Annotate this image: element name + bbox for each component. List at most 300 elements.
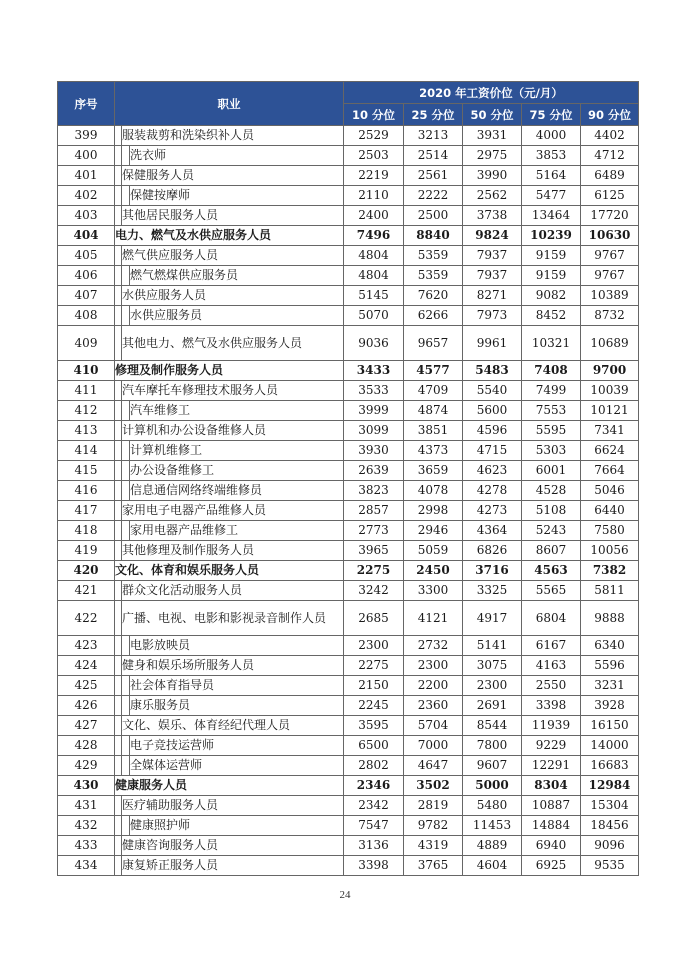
wage-value: 8304 [522,776,581,796]
indent-cell [115,326,122,361]
wage-value: 5059 [404,541,463,561]
table-row [58,776,639,796]
wage-value: 2150 [344,676,404,696]
wage-value: 3502 [404,776,463,796]
indent-cell [122,401,130,421]
header-wage-group: 2020 年工资价位（元/月） [344,82,639,104]
wage-value: 3930 [344,441,404,461]
occupation-name: 燃气燃煤供应服务员 [130,266,344,286]
occupation-name: 汽车摩托车修理技术服务人员 [122,381,344,401]
wage-value: 3325 [463,581,522,601]
indent-cell [122,186,130,206]
wage-value: 5141 [463,636,522,656]
wage-value: 14000 [581,736,639,756]
wage-value: 4373 [404,441,463,461]
wage-value: 7553 [522,401,581,421]
wage-value: 9535 [581,856,639,876]
wage-value: 7408 [522,361,581,381]
table-row [58,361,639,381]
table-row [58,246,639,266]
row-seq: 433 [58,836,115,856]
wage-value: 6804 [522,601,581,636]
wage-value: 5070 [344,306,404,326]
wage-value: 14884 [522,816,581,836]
wage-value: 9961 [463,326,522,361]
wage-value: 3659 [404,461,463,481]
wage-value: 5704 [404,716,463,736]
table-body [58,126,639,876]
occupation-name: 洗衣师 [130,146,344,166]
wage-value: 9767 [581,246,639,266]
wage-value: 6500 [344,736,404,756]
wage-value: 5477 [522,186,581,206]
wage-value: 5359 [404,266,463,286]
occupation-name: 其他电力、燃气及水供应服务人员 [122,326,344,361]
occupation-name: 电子竞技运营师 [130,736,344,756]
indent-cell [115,696,122,716]
wage-value: 4528 [522,481,581,501]
row-seq: 403 [58,206,115,226]
wage-value: 9036 [344,326,404,361]
wage-value: 7341 [581,421,639,441]
row-seq: 410 [58,361,115,381]
occupation-name: 康乐服务员 [130,696,344,716]
row-seq: 405 [58,246,115,266]
wage-value: 6340 [581,636,639,656]
table-row [58,381,639,401]
wage-value: 3823 [344,481,404,501]
occupation-name: 康复矫正服务人员 [122,856,344,876]
wage-value: 2400 [344,206,404,226]
wage-value: 9700 [581,361,639,381]
wage-value: 10056 [581,541,639,561]
wage-value: 4804 [344,266,404,286]
wage-value: 2685 [344,601,404,636]
wage-value: 6826 [463,541,522,561]
wage-value: 6266 [404,306,463,326]
occupation-name: 家用电子电器产品维修人员 [122,501,344,521]
row-seq: 425 [58,676,115,696]
wage-value: 5600 [463,401,522,421]
wage-value: 4402 [581,126,639,146]
wage-value: 2300 [463,676,522,696]
indent-cell [122,676,130,696]
wage-value: 3965 [344,541,404,561]
indent-cell [115,186,122,206]
indent-cell [115,541,122,561]
wage-value: 6925 [522,856,581,876]
indent-cell [115,126,122,146]
wage-value: 2342 [344,796,404,816]
table-row [58,581,639,601]
occupation-name: 健身和娱乐场所服务人员 [122,656,344,676]
table-row [58,636,639,656]
wage-value: 2561 [404,166,463,186]
row-seq: 412 [58,401,115,421]
wage-value: 2529 [344,126,404,146]
row-seq: 434 [58,856,115,876]
wage-value: 5359 [404,246,463,266]
row-seq: 399 [58,126,115,146]
row-seq: 415 [58,461,115,481]
indent-cell [115,816,122,836]
wage-value: 2450 [404,561,463,581]
wage-value: 2562 [463,186,522,206]
wage-value: 5595 [522,421,581,441]
row-seq: 428 [58,736,115,756]
table-row [58,126,639,146]
row-seq: 404 [58,226,115,246]
wage-value: 3595 [344,716,404,736]
wage-value: 2300 [404,656,463,676]
wage-value: 15304 [581,796,639,816]
wage-value: 4278 [463,481,522,501]
row-seq: 417 [58,501,115,521]
wage-value: 9782 [404,816,463,836]
wage-value: 7664 [581,461,639,481]
occupation-name: 健康照护师 [130,816,344,836]
occupation-name: 其他修理及制作服务人员 [122,541,344,561]
wage-value: 3433 [344,361,404,381]
occupation-name: 修理及制作服务人员 [115,361,344,381]
row-seq: 420 [58,561,115,581]
wage-value: 7000 [404,736,463,756]
wage-value: 10887 [522,796,581,816]
occupation-name: 水供应服务员 [130,306,344,326]
indent-cell [122,306,130,326]
wage-value: 5303 [522,441,581,461]
indent-cell [115,716,122,736]
table-row [58,501,639,521]
occupation-name: 文化、体育和娱乐服务人员 [115,561,344,581]
table-row [58,266,639,286]
table-row [58,856,639,876]
table-row [58,166,639,186]
indent-cell [122,146,130,166]
wage-value: 3765 [404,856,463,876]
wage-value: 7937 [463,266,522,286]
occupation-name: 其他居民服务人员 [122,206,344,226]
indent-cell [115,736,122,756]
wage-value: 9767 [581,266,639,286]
wage-value: 5243 [522,521,581,541]
wage-value: 4712 [581,146,639,166]
wage-value: 5480 [463,796,522,816]
wage-value: 10039 [581,381,639,401]
indent-cell [115,246,122,266]
table-row [58,286,639,306]
wage-value: 5108 [522,501,581,521]
wage-value: 3099 [344,421,404,441]
occupation-name: 服装裁剪和洗染织补人员 [122,126,344,146]
wage-value: 2550 [522,676,581,696]
wage-value: 9159 [522,246,581,266]
indent-cell [115,461,122,481]
wage-value: 9824 [463,226,522,246]
row-seq: 408 [58,306,115,326]
occupation-name: 文化、娱乐、体育经纪代理人员 [122,716,344,736]
wage-value: 2773 [344,521,404,541]
row-seq: 423 [58,636,115,656]
indent-cell [122,461,130,481]
wage-value: 4604 [463,856,522,876]
indent-cell [115,836,122,856]
wage-value: 3853 [522,146,581,166]
wage-value: 7937 [463,246,522,266]
table-row [58,756,639,776]
wage-value: 11939 [522,716,581,736]
wage-value: 3213 [404,126,463,146]
occupation-name: 信息通信网络终端维修员 [130,481,344,501]
indent-cell [115,636,122,656]
wage-value: 2500 [404,206,463,226]
wage-value: 3851 [404,421,463,441]
table-row [58,816,639,836]
wage-value: 10239 [522,226,581,246]
indent-cell [115,501,122,521]
wage-value: 7547 [344,816,404,836]
indent-cell [115,676,122,696]
wage-value: 6940 [522,836,581,856]
occupation-name: 电影放映员 [130,636,344,656]
wage-value: 11453 [463,816,522,836]
wage-value: 2514 [404,146,463,166]
row-seq: 416 [58,481,115,501]
wage-value: 2819 [404,796,463,816]
wage-value: 9607 [463,756,522,776]
wage-value: 6125 [581,186,639,206]
row-seq: 427 [58,716,115,736]
header-p10: 10 分位 [344,104,404,126]
indent-cell [115,381,122,401]
occupation-name: 家用电器产品维修工 [130,521,344,541]
wage-value: 2346 [344,776,404,796]
wage-value: 6624 [581,441,639,461]
table-row [58,541,639,561]
wage-value: 10389 [581,286,639,306]
table-row [58,716,639,736]
wage-value: 3242 [344,581,404,601]
wage-value: 2503 [344,146,404,166]
wage-value: 5483 [463,361,522,381]
indent-cell [115,166,122,186]
wage-value: 2275 [344,656,404,676]
wage-value: 8452 [522,306,581,326]
wage-value: 9657 [404,326,463,361]
occupation-name: 广播、电视、电影和影视录音制作人员 [122,601,344,636]
row-seq: 407 [58,286,115,306]
wage-value: 4563 [522,561,581,581]
wage-value: 2691 [463,696,522,716]
wage-value: 5811 [581,581,639,601]
wage-value: 3931 [463,126,522,146]
wage-value: 3300 [404,581,463,601]
wage-value: 3738 [463,206,522,226]
wage-value: 3231 [581,676,639,696]
wage-value: 10630 [581,226,639,246]
wage-value: 16683 [581,756,639,776]
wage-value: 7580 [581,521,639,541]
row-seq: 418 [58,521,115,541]
wage-value: 2200 [404,676,463,696]
occupation-name: 群众文化活动服务人员 [122,581,344,601]
occupation-name: 保健按摩师 [130,186,344,206]
indent-cell [115,756,122,776]
table-row [58,481,639,501]
row-seq: 430 [58,776,115,796]
row-seq: 419 [58,541,115,561]
row-seq: 411 [58,381,115,401]
wage-value: 3398 [522,696,581,716]
wage-value: 2110 [344,186,404,206]
wage-value: 8271 [463,286,522,306]
wage-value: 10689 [581,326,639,361]
occupation-name: 健康咨询服务人员 [122,836,344,856]
indent-cell [115,601,122,636]
wage-table [57,81,639,876]
row-seq: 432 [58,816,115,836]
wage-value: 2857 [344,501,404,521]
wage-value: 2275 [344,561,404,581]
wage-value: 8732 [581,306,639,326]
wage-value: 4078 [404,481,463,501]
table-row [58,561,639,581]
occupation-name: 医疗辅助服务人员 [122,796,344,816]
wage-value: 7973 [463,306,522,326]
table-row [58,696,639,716]
table-row [58,326,639,361]
wage-value: 17720 [581,206,639,226]
indent-cell [115,581,122,601]
table-row [58,461,639,481]
wage-value: 5046 [581,481,639,501]
indent-cell [115,306,122,326]
table-row [58,676,639,696]
wage-value: 3990 [463,166,522,186]
wage-value: 4889 [463,836,522,856]
wage-value: 10121 [581,401,639,421]
indent-cell [122,441,130,461]
row-seq: 400 [58,146,115,166]
wage-value: 4163 [522,656,581,676]
indent-cell [115,521,122,541]
header-p25: 25 分位 [404,104,463,126]
indent-cell [115,401,122,421]
wage-value: 5596 [581,656,639,676]
wage-value: 2245 [344,696,404,716]
wage-value: 16150 [581,716,639,736]
row-seq: 426 [58,696,115,716]
indent-cell [122,696,130,716]
header-occupation: 职业 [115,82,344,126]
table-row [58,186,639,206]
wage-value: 12984 [581,776,639,796]
occupation-name: 健康服务人员 [115,776,344,796]
table-row [58,226,639,246]
wage-value: 5164 [522,166,581,186]
wage-value: 9229 [522,736,581,756]
wage-value: 4623 [463,461,522,481]
occupation-name: 全媒体运营师 [130,756,344,776]
row-seq: 414 [58,441,115,461]
indent-cell [115,266,122,286]
wage-value: 9082 [522,286,581,306]
wage-value: 6440 [581,501,639,521]
table-row [58,796,639,816]
wage-value: 3999 [344,401,404,421]
wage-value: 18456 [581,816,639,836]
wage-value: 12291 [522,756,581,776]
wage-value: 2219 [344,166,404,186]
wage-value: 4874 [404,401,463,421]
wage-value: 8840 [404,226,463,246]
wage-value: 13464 [522,206,581,226]
header-p50: 50 分位 [463,104,522,126]
wage-value: 2639 [344,461,404,481]
header-p75: 75 分位 [522,104,581,126]
wage-value: 4647 [404,756,463,776]
table-row [58,146,639,166]
row-seq: 413 [58,421,115,441]
occupation-name: 水供应服务人员 [122,286,344,306]
wage-value: 5145 [344,286,404,306]
row-seq: 431 [58,796,115,816]
header-p90: 90 分位 [581,104,639,126]
indent-cell [115,286,122,306]
row-seq: 401 [58,166,115,186]
indent-cell [115,206,122,226]
wage-value: 4577 [404,361,463,381]
row-seq: 409 [58,326,115,361]
occupation-name: 计算机和办公设备维修人员 [122,421,344,441]
wage-value: 4364 [463,521,522,541]
wage-value: 9159 [522,266,581,286]
wage-value: 6167 [522,636,581,656]
wage-value: 4121 [404,601,463,636]
indent-cell [115,656,122,676]
occupation-name: 汽车维修工 [130,401,344,421]
table-row [58,421,639,441]
indent-cell [115,796,122,816]
wage-value: 7800 [463,736,522,756]
wage-value: 8607 [522,541,581,561]
occupation-name: 办公设备维修工 [130,461,344,481]
table-row [58,206,639,226]
wage-value: 5540 [463,381,522,401]
row-seq: 422 [58,601,115,636]
wage-value: 4273 [463,501,522,521]
occupation-name: 社会体育指导员 [130,676,344,696]
wage-value: 4917 [463,601,522,636]
row-seq: 406 [58,266,115,286]
wage-value: 7499 [522,381,581,401]
wage-value: 2946 [404,521,463,541]
wage-value: 10321 [522,326,581,361]
header-seq: 序号 [58,82,115,126]
occupation-name: 燃气供应服务人员 [122,246,344,266]
indent-cell [115,421,122,441]
indent-cell [115,856,122,876]
row-seq: 429 [58,756,115,776]
wage-value: 2802 [344,756,404,776]
occupation-name: 计算机维修工 [130,441,344,461]
wage-value: 6489 [581,166,639,186]
indent-cell [122,521,130,541]
wage-value: 3928 [581,696,639,716]
wage-value: 2360 [404,696,463,716]
indent-cell [122,266,130,286]
wage-value: 2998 [404,501,463,521]
